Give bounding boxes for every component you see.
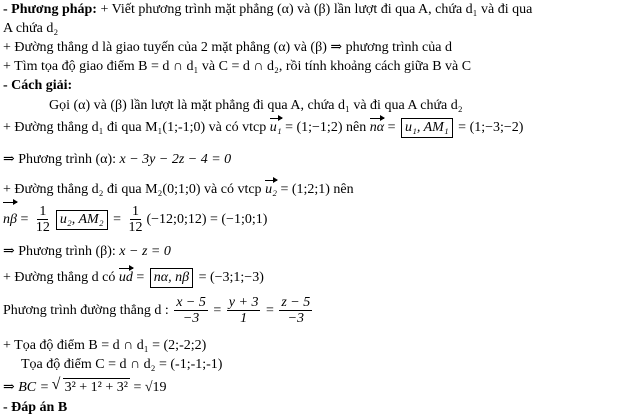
frac-num: z − 5 (281, 295, 311, 311)
bc-result: = √19 (129, 380, 167, 395)
n-beta-cross-product: u₂, AM₂ (56, 210, 108, 230)
frac-num: x − 5 (176, 295, 206, 311)
frac-den: 12 (35, 220, 50, 236)
beta-equation: x − z = 0 (119, 244, 171, 259)
d-dir-prefix: + Đường thẳng d có (3, 270, 119, 285)
n-beta-fraction-2 (127, 204, 145, 235)
n-beta-value: (−12;0;12) = (−1;0;1) (146, 212, 268, 227)
beta-equation-line (3, 243, 171, 261)
d2-u-vector: u₂ (265, 179, 277, 199)
point-b-line: + Tọa độ điểm B = d ∩ d₁ = (2;-2;2) (3, 338, 207, 353)
n-alpha-vector: nα (370, 117, 384, 137)
alpha-eq-prefix: ⇒ Phương trình (α): (3, 152, 120, 167)
d1-u-vector: u₁ (270, 117, 282, 137)
ud-vector: ud (119, 267, 133, 287)
frac-den: 12 (128, 220, 143, 236)
d1-u-value: = (1;−1;2) nên (281, 120, 370, 135)
method-heading-line (3, 1, 532, 19)
d-equation-line: Phương trình đường thẳng d : $\frac{x - 5}{-3}$ = $\frac{y + 3}{1}$ = $\frac{z - 5}{-3}$ (3, 295, 311, 327)
bc-radicand: √ 3² + 1² + 3² (63, 378, 130, 397)
d-direction-line: + Đường thẳng d có ud = nα, nβ = (−3;1;−3) (3, 267, 264, 288)
frac-num: 1 (132, 204, 139, 220)
method-line-4: + Tìm tọa độ giao điểm B = d ∩ d₁ và C = d ∩ d₂, rồi tính khoảng cách giữa B và C (3, 59, 472, 74)
d1-result: = (1;−3;−2) (454, 120, 524, 135)
solution-title: - Cách giải: (3, 78, 73, 93)
method-line-2: A chứa d₂ (3, 21, 59, 36)
answer-line: - Đáp án B (3, 400, 68, 415)
bc-prefix: ⇒ BC = (3, 380, 53, 395)
d-dir-result: = (−3;1;−3) (195, 270, 264, 285)
beta-eq-prefix: ⇒ Phương trình (β): (3, 244, 120, 259)
frac-den: 1 (240, 311, 248, 327)
d2-u-value: = (1;2;1) nên (276, 182, 354, 197)
d2-prefix: + Đường thẳng d₂ đi qua M₂(0;1;0) và có vtcp (3, 182, 266, 197)
bc-line (3, 378, 167, 397)
d2-line (3, 179, 354, 199)
n-beta-vector: nβ (3, 201, 17, 237)
frac-num: y + 3 (228, 295, 259, 311)
frac-den: −3 (287, 311, 305, 327)
d1-line: + Đường thẳng d₁ đi qua M₁(1;-1;0) và có vtcp u₁ = (1;−1;2) nên nα = u₁, AM₁ = (1;−3;−2) (3, 117, 523, 138)
n-beta-line: nβ = $\frac{1}{12}$ u₂, AM₂ = $\frac{1}{12}$ (−12;0;12) = (−1;0;1) (3, 201, 267, 237)
frac-den: −3 (182, 311, 200, 327)
d-cross-product: nα, nβ (150, 268, 193, 288)
d-eq-frac-z (279, 295, 312, 326)
method-title: - Phương pháp: (3, 2, 97, 17)
frac-num: 1 (39, 204, 47, 220)
alpha-equation-line (3, 151, 231, 169)
solution-intro: Gọi (α) và (β) lần lượt là mặt phẳng đi qua A, chứa d₁ và đi qua A chứa d₂ (49, 98, 463, 113)
point-c-line: Tọa độ điểm C = d ∩ d₂ = (-1;-1;-1) (21, 357, 223, 372)
method-line-3: + Đường thẳng d là giao tuyến của 2 mặt phẳng (α) và (β) ⇒ phương trình của d (3, 40, 452, 55)
n-beta-eq: = (109, 212, 125, 227)
d-eq-frac-x (174, 295, 208, 326)
n-beta-fraction-1 (34, 204, 52, 235)
method-line-1: + Viết phương trình mặt phẳng (α) và (β) lần lượt đi qua A, chứa d₁ và đi qua (96, 2, 533, 17)
d1-prefix: + Đường thẳng d₁ đi qua M₁(1;-1;0) và có vtcp (3, 120, 270, 135)
d-eq-frac-y (227, 295, 261, 326)
alpha-equation: x − 3y − 2z − 4 = 0 (119, 152, 232, 167)
d-eq-prefix: Phương trình đường thẳng d : (3, 303, 173, 318)
d1-cross-product: u₁, AM₁ (401, 118, 453, 138)
